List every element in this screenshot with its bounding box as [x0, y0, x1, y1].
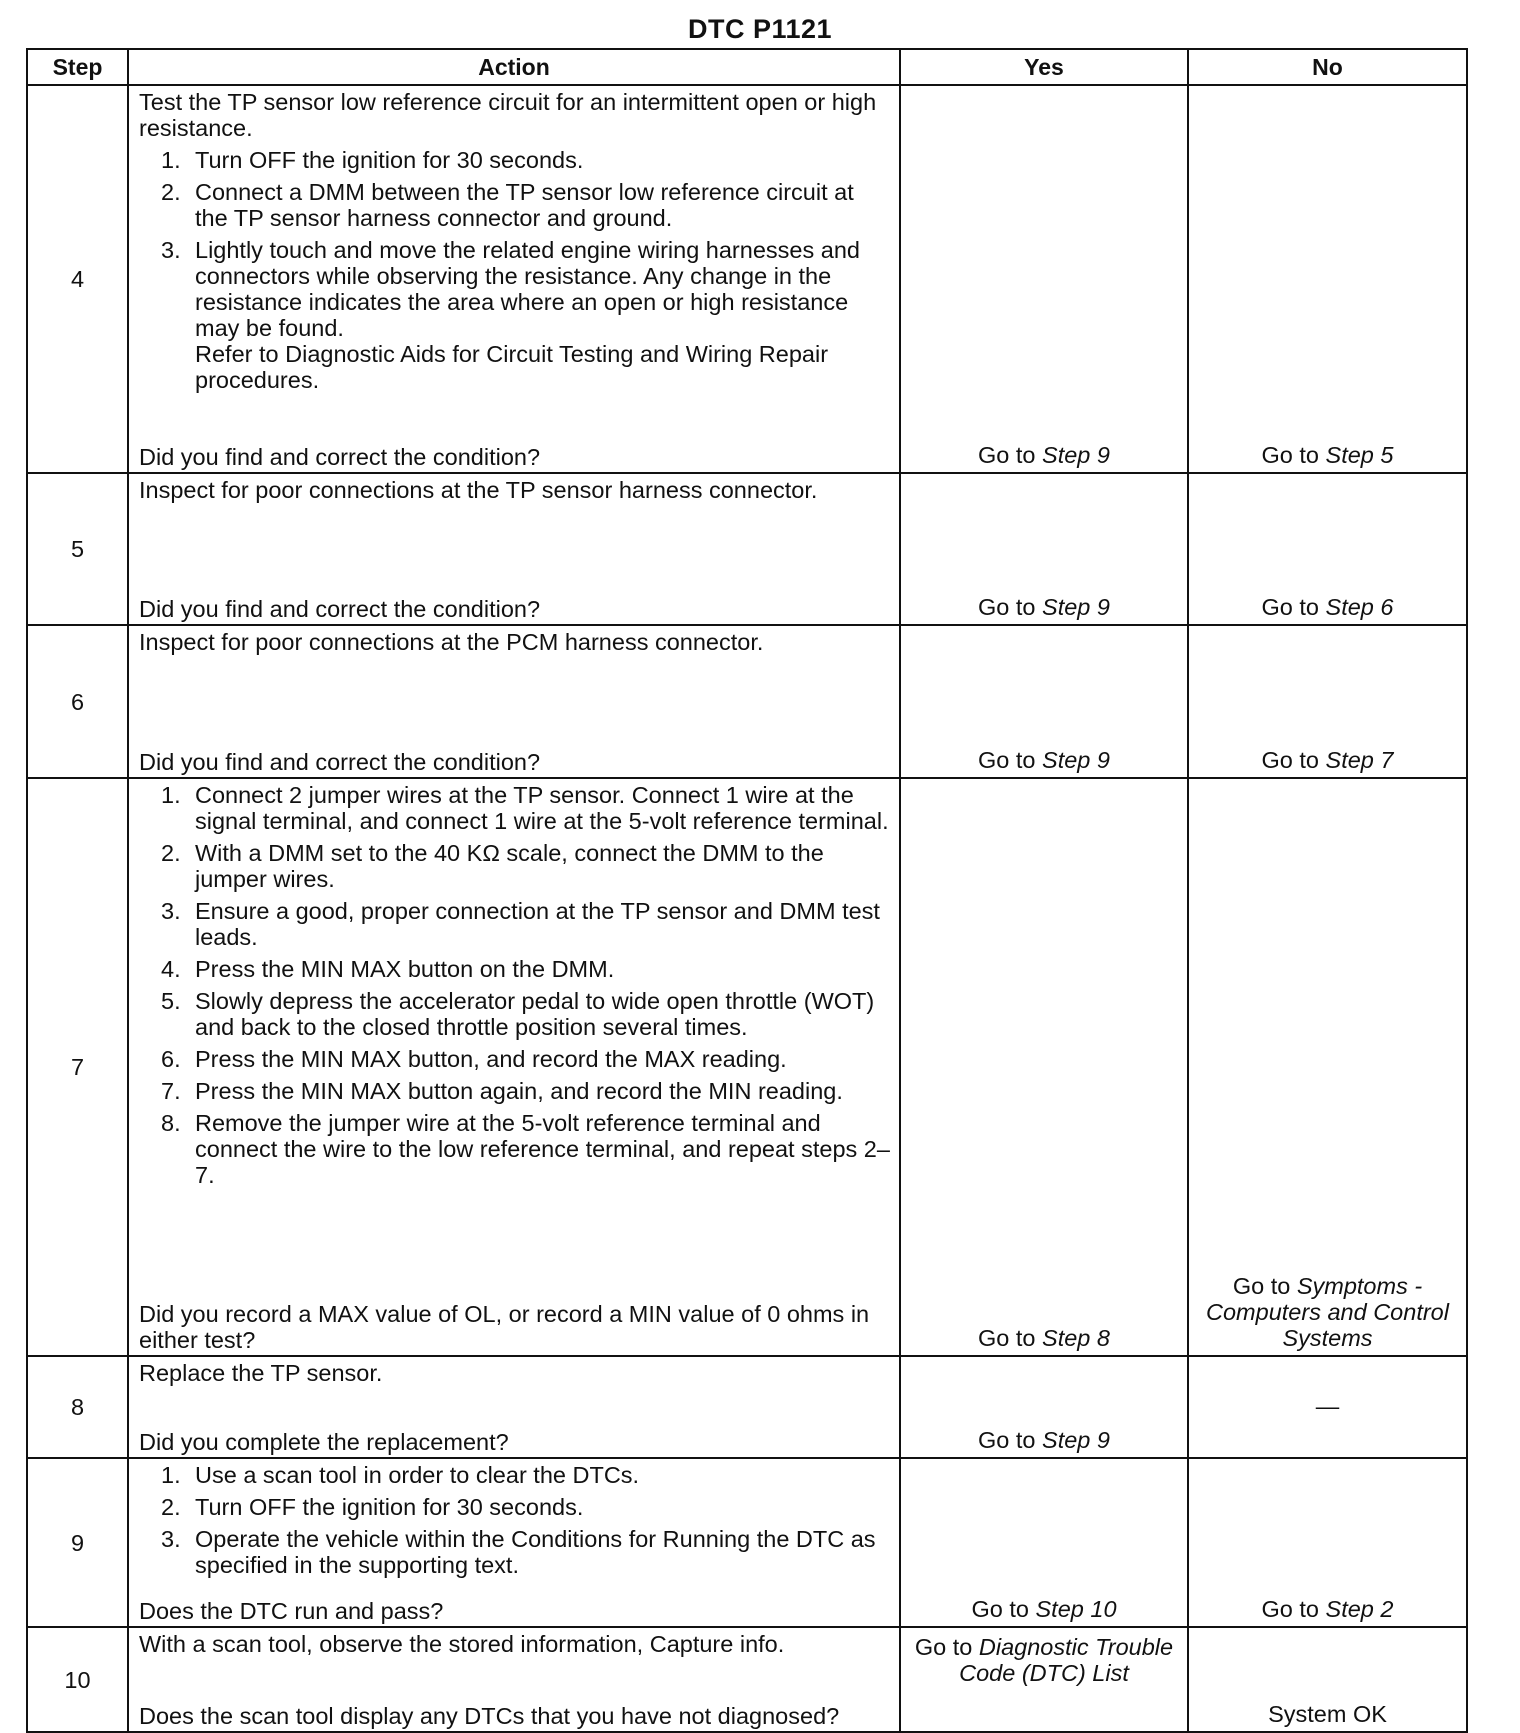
yes-cell: [900, 473, 1188, 625]
item-text: Connect 2 jumper wires at the TP sensor. Connect 1 wire at the signal terminal, and connect 1 wire at the 5-volt reference terminal.: [195, 782, 889, 834]
yes-prefix: Go to: [978, 747, 1043, 773]
item-number: 1.: [161, 782, 181, 808]
dtc-table: [26, 48, 1468, 1733]
item-text: Connect a DMM between the TP sensor low reference circuit at the TP sensor harness connector and ground.: [195, 179, 854, 231]
table-row: [27, 778, 1467, 1356]
table-row: [27, 1356, 1467, 1458]
item-number: 2.: [161, 1494, 181, 1520]
list-item: [161, 840, 891, 892]
item-text: Press the MIN MAX button again, and record the MIN reading.: [195, 1078, 843, 1104]
list-item: [161, 1494, 891, 1520]
action-question: Does the DTC run and pass?: [139, 1598, 444, 1624]
table-row: [27, 1458, 1467, 1627]
action-cell: [128, 1627, 900, 1732]
list-item: [161, 237, 891, 393]
no-cell: [1188, 1458, 1467, 1627]
no-prefix: Go to: [1261, 594, 1326, 620]
action-intro: With a scan tool, observe the stored information, Capture info.: [139, 1631, 785, 1657]
action-cell: [128, 85, 900, 473]
no-link[interactable]: Step 7: [1325, 747, 1394, 773]
not-applicable-dash: —: [1315, 1393, 1340, 1419]
yes-prefix: Go to: [978, 442, 1043, 468]
list-item: [161, 1046, 891, 1072]
no-link[interactable]: Step 2: [1325, 1596, 1394, 1622]
yes-prefix: Go to: [978, 1427, 1043, 1453]
step-number: 9: [27, 1458, 128, 1627]
list-item: [161, 147, 891, 173]
action-intro: Inspect for poor connections at the TP sensor harness connector.: [139, 477, 818, 503]
list-item: [161, 898, 891, 950]
action-cell: [128, 778, 900, 1356]
yes-link[interactable]: Step 9: [1042, 747, 1110, 773]
action-cell: [128, 625, 900, 778]
action-question: Did you complete the replacement?: [139, 1429, 509, 1455]
list-item: [161, 956, 891, 982]
no-prefix: Go to: [1261, 747, 1326, 773]
no-prefix: Go to: [1232, 1273, 1297, 1299]
action-intro: Replace the TP sensor.: [139, 1360, 383, 1386]
step-number: 5: [27, 473, 128, 625]
list-item: [161, 782, 891, 834]
item-number: 3.: [161, 898, 181, 924]
yes-cell: [900, 1627, 1188, 1732]
item-number: 1.: [161, 147, 181, 173]
action-question: Did you find and correct the condition?: [139, 444, 541, 470]
item-number: 8.: [161, 1110, 181, 1136]
no-cell: [1188, 1356, 1467, 1458]
item-note: Refer to Diagnostic Aids for Circuit Testing and Wiring Repair procedures.: [195, 341, 829, 393]
step-number: 8: [27, 1356, 128, 1458]
yes-link[interactable]: Step 9: [1042, 1427, 1110, 1453]
item-text: Lightly touch and move the related engine wiring harnesses and connectors while observing the resistance. Any change in the resistance indicates the area where an open or high resistance may be found.: [195, 237, 860, 341]
item-text: Operate the vehicle within the Conditions for Running the DTC as specified in the supporting text.: [195, 1526, 876, 1578]
item-number: 3.: [161, 1526, 181, 1552]
item-number: 5.: [161, 988, 181, 1014]
table-header-row: [27, 49, 1467, 85]
yes-cell: [900, 1356, 1188, 1458]
item-number: 1.: [161, 1462, 181, 1488]
no-link[interactable]: Step 6: [1325, 594, 1394, 620]
item-number: 3.: [161, 237, 181, 263]
yes-link[interactable]: Diagnostic Trouble Code (DTC) List: [959, 1634, 1174, 1686]
no-cell: [1188, 1627, 1467, 1732]
header-action: Action: [128, 49, 900, 85]
list-item: [161, 1078, 891, 1104]
step-number: 7: [27, 778, 128, 1356]
yes-link[interactable]: Step 8: [1042, 1325, 1110, 1351]
procedure-list: [139, 782, 891, 1194]
no-link[interactable]: Symptoms - Computers and Control Systems: [1206, 1273, 1449, 1351]
no-cell: [1188, 473, 1467, 625]
yes-prefix: Go to: [978, 594, 1043, 620]
system-ok-text: System OK: [1268, 1701, 1387, 1727]
item-text: Slowly depress the accelerator pedal to wide open throttle (WOT) and back to the closed throttle position several times.: [195, 988, 875, 1040]
item-number: 4.: [161, 956, 181, 982]
action-question: Did you record a MAX value of OL, or record a MIN value of 0 ohms in either test?: [139, 1301, 870, 1353]
list-item: [161, 1462, 891, 1488]
no-prefix: Go to: [1261, 1596, 1326, 1622]
list-item: [161, 179, 891, 231]
step-number: 10: [27, 1627, 128, 1732]
yes-cell: [900, 85, 1188, 473]
procedure-list: [139, 1462, 891, 1584]
item-text: Use a scan tool in order to clear the DTCs.: [195, 1462, 640, 1488]
yes-cell: [900, 778, 1188, 1356]
list-item: [161, 1110, 891, 1188]
yes-prefix: Go to: [978, 1325, 1043, 1351]
step-number: 4: [27, 85, 128, 473]
list-item: [161, 1526, 891, 1578]
no-link[interactable]: Step 5: [1325, 442, 1394, 468]
header-yes: Yes: [900, 49, 1188, 85]
item-number: 2.: [161, 179, 181, 205]
yes-link[interactable]: Step 9: [1042, 594, 1110, 620]
header-no: No: [1188, 49, 1467, 85]
yes-link[interactable]: Step 9: [1042, 442, 1110, 468]
action-intro: Test the TP sensor low reference circuit for an intermittent open or high resistance.: [139, 89, 877, 141]
page-title: DTC P1121: [687, 14, 833, 44]
yes-link[interactable]: Step 10: [1035, 1596, 1117, 1622]
item-number: 6.: [161, 1046, 181, 1072]
item-number: 2.: [161, 840, 181, 866]
table-row: [27, 85, 1467, 473]
table-row: [27, 625, 1467, 778]
no-prefix: Go to: [1261, 442, 1326, 468]
item-text: Turn OFF the ignition for 30 seconds.: [195, 1494, 584, 1520]
item-text: Remove the jumper wire at the 5-volt reference terminal and connect the wire to the low reference terminal, and repeat steps 2–7.: [195, 1110, 890, 1188]
no-cell: [1188, 625, 1467, 778]
action-cell: [128, 1458, 900, 1627]
item-text: Ensure a good, proper connection at the TP sensor and DMM test leads.: [195, 898, 880, 950]
action-cell: [128, 1356, 900, 1458]
item-text: Press the MIN MAX button, and record the MAX reading.: [195, 1046, 787, 1072]
action-question: Does the scan tool display any DTCs that you have not diagnosed?: [139, 1703, 840, 1729]
procedure-list: [139, 147, 891, 393]
action-cell: [128, 473, 900, 625]
yes-cell: [900, 1458, 1188, 1627]
list-item: [161, 988, 891, 1040]
yes-prefix: Go to: [971, 1596, 1036, 1622]
item-text: Turn OFF the ignition for 30 seconds.: [195, 147, 584, 173]
step-number: 6: [27, 625, 128, 778]
table-row: [27, 1627, 1467, 1732]
yes-cell: [900, 625, 1188, 778]
action-question: Did you find and correct the condition?: [139, 596, 541, 622]
action-question: Did you find and correct the condition?: [139, 749, 541, 775]
header-step: Step: [27, 49, 128, 85]
item-text: With a DMM set to the 40 KΩ scale, connect the DMM to the jumper wires.: [195, 840, 824, 892]
action-intro: Inspect for poor connections at the PCM harness connector.: [139, 629, 764, 655]
item-number: 7.: [161, 1078, 181, 1104]
item-text: Press the MIN MAX button on the DMM.: [195, 956, 615, 982]
no-cell: [1188, 85, 1467, 473]
table-row: [27, 473, 1467, 625]
yes-prefix: Go to: [914, 1634, 979, 1660]
no-cell: [1188, 778, 1467, 1356]
